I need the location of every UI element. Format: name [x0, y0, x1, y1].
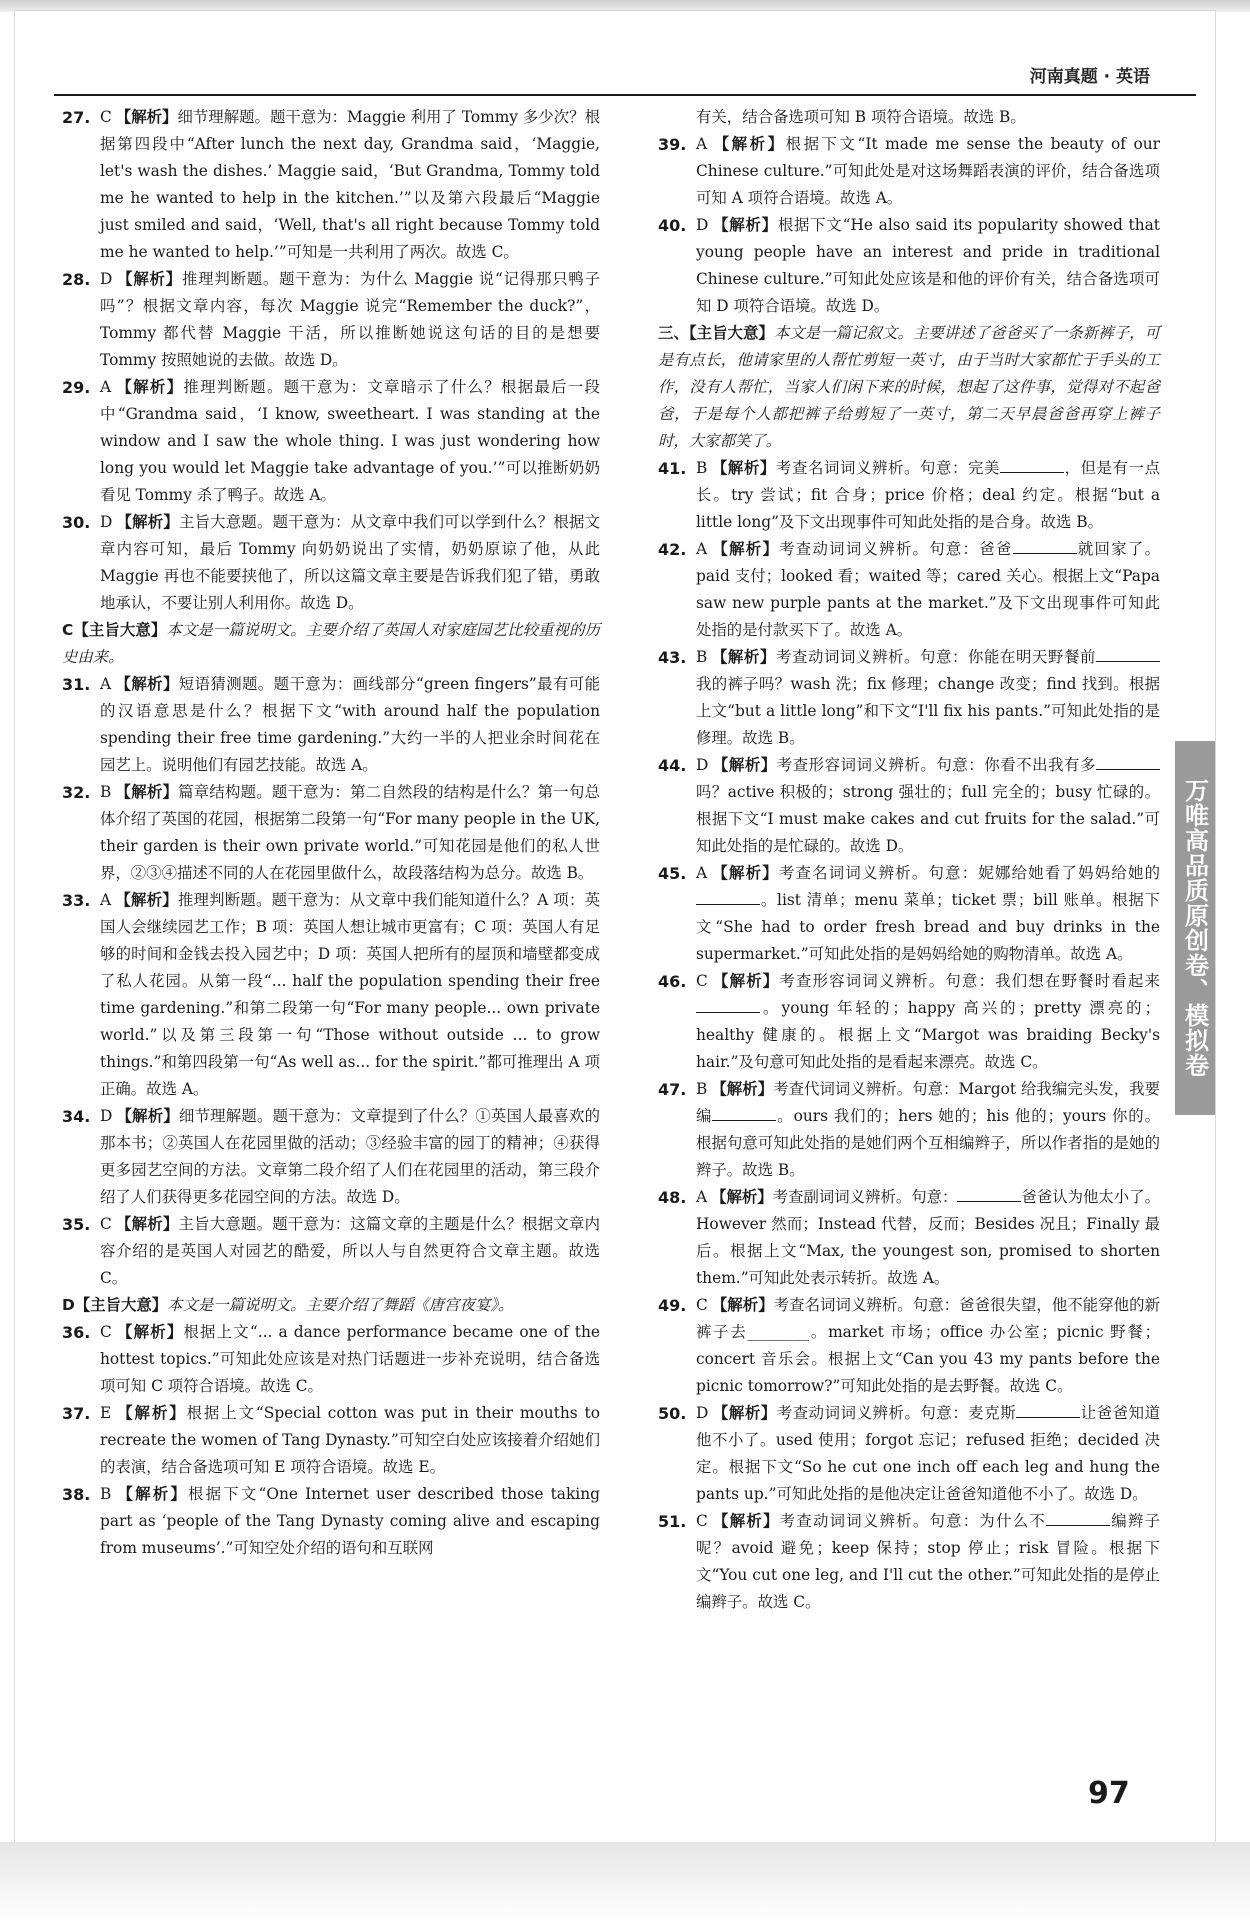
answer-letter: B [100, 783, 112, 801]
analysis-text: 让爸爸知道他不小了。used 使用；forgot 忘记；refused 拒绝；decided 决定。根据下文“So he cut one inch off each leg and hung the pants up.”可知此处指的是他决定让爸爸知道他不小了。故选 D。 [696, 1404, 1160, 1503]
fill-blank [1046, 1509, 1110, 1526]
answer-item [62, 1211, 600, 1292]
question-number: 44. [658, 756, 687, 775]
analysis-tag: 【解析】 [711, 459, 776, 477]
passage-summary [658, 320, 1160, 455]
question-number: 46. [658, 972, 687, 991]
answer-item [62, 671, 600, 779]
analysis-tag: 【解析】 [711, 864, 779, 882]
answer-item [658, 752, 1160, 860]
analysis-text: 。young 年轻的；happy 高兴的；pretty 漂亮的；healthy 健康的。根据上文“Margot was braiding Becky's hair.”及句意可知此处指的是看起来漂亮。故选 C。 [696, 999, 1160, 1071]
answer-letter: E [100, 1404, 112, 1422]
fill-blank [1016, 1401, 1080, 1418]
left-column [62, 104, 600, 1562]
analysis-text: 根据上文“Special cotton was put in their mouths to recreate the women of Tang Dynasty.”可知空白处应该接着介绍她们的表演，结合备选项可知 E 项符合语境。故选 E。 [100, 1404, 600, 1476]
analysis-tag: 【解析】 [116, 513, 179, 531]
analysis-tag: 【解析】 [711, 135, 786, 153]
fill-blank [696, 996, 760, 1013]
answer-item [658, 455, 1160, 536]
question-number: 48. [658, 1188, 687, 1207]
analysis-text: 细节理解题。题干意为：文章提到了什么？①英国人最喜欢的那本书；②英国人在花园里做的活动；③经验丰富的园丁的精神；④获得更多园艺空间的方法。文章第二段介绍了人们在花园里的活动，第三段介绍了人们获得更多花园空间的方法。故选 D。 [100, 1107, 600, 1206]
analysis-tag: 【解析】 [115, 1485, 188, 1503]
summary-title: C【主旨大意】 [62, 621, 167, 639]
analysis-text-before-blank: 考查动词词义辨析。句意：你能在明天野餐前 [775, 648, 1096, 666]
analysis-tag: 【解析】 [711, 540, 780, 558]
question-number: 36. [62, 1323, 91, 1342]
question-number: 29. [62, 378, 91, 397]
question-number: 43. [658, 648, 687, 667]
answer-item [658, 1184, 1160, 1292]
answer-letter: D [696, 1404, 709, 1422]
answer-item [62, 1400, 600, 1481]
fill-blank [1096, 645, 1160, 662]
answer-letter: A [100, 675, 112, 693]
question-number: 28. [62, 270, 91, 289]
analysis-tag: 【解析】 [712, 756, 777, 774]
question-number: 50. [658, 1404, 687, 1423]
answer-item [658, 1292, 1160, 1400]
answer-letter: A [100, 891, 112, 909]
analysis-text: 根据下文“One Internet user described those taking part as ‘people of the Tang Dynasty coming alive and escaping from museums’.”可知空处介绍的语句和互联网 [100, 1485, 600, 1557]
analysis-text: 短语猜测题。题干意为：画线部分“green fingers”最有可能的汉语意思是什么？根据下文“with around half the population spending their free time gardening.”大约一半的人把业余时间花在园艺上。说明他们有园艺技能。故选 A。 [100, 675, 600, 774]
analysis-text: 篇章结构题。题干意为：第二自然段的结构是什么？第一句总体介绍了英国的花园，根据第二段第一句“For many people in the UK, their garden is their own private world.”可知花园是他们的私人世界，②③④描述不同的人在花园里做什么，故段落结构为总分。故选 B。 [100, 783, 600, 882]
answer-item [658, 1400, 1160, 1508]
question-number: 39. [658, 135, 687, 154]
fill-blank [1013, 537, 1077, 554]
analysis-tag: 【解析】 [115, 1215, 179, 1233]
question-number: 34. [62, 1107, 91, 1126]
question-number: 30. [62, 513, 91, 532]
analysis-text: 根据上文“... a dance performance became one of the hottest topics.”可知此处应该是对热门话题进一步补充说明，结合备选项可知 C 项符合语境。故选 C。 [100, 1323, 600, 1395]
question-number: 31. [62, 675, 91, 694]
answer-letter: A [696, 1188, 708, 1206]
answer-letter: C [100, 108, 112, 126]
analysis-text: 吗？active 积极的；strong 强壮的；full 完全的；busy 忙碌的。根据下文“I must make cakes and cut fruits for the salad.”可知此处指的是忙碌的。故选 D。 [696, 783, 1160, 855]
page-number: 97 [1088, 1776, 1130, 1811]
analysis-text: 考查名词词义辨析。句意：爸爸很失望，他不能穿他的新裤子去________。market 市场；office 办公室；picnic 野餐；concert 音乐会。根据上文“Can you 43 my pants before the picnic tomorrow?”可知此处指的是去野餐。故选 C。 [696, 1296, 1160, 1395]
answer-item [658, 212, 1160, 320]
answer-letter: D [100, 270, 113, 288]
analysis-tag: 【解析】 [115, 783, 179, 801]
answer-letter: B [100, 1485, 112, 1503]
answer-item [658, 644, 1160, 752]
answer-letter: C [100, 1323, 112, 1341]
answer-letter: C [696, 1512, 708, 1530]
answer-item [658, 1508, 1160, 1616]
analysis-text: ，但是有一点长。try 尝试；fit 合身；price 价格；deal 约定。根据“but a little long”及下文出现事件可知此处指的是合身。故选 B。 [696, 459, 1160, 531]
question-number: 37. [62, 1404, 91, 1423]
answer-item [62, 887, 600, 1103]
question-number: 42. [658, 540, 687, 559]
analysis-text: 推理判断题。题干意为：从文章中我们能知道什么？A 项：英国人会继续园艺工作；B 项：英国人想让城市更富有；C 项：英国人有足够的时间和金钱去投入园艺中；D 项：英国人把所有的屋顶和墙壁都变成了私人花园。从第一段“... half the population spending their free time gardening.”和第二段第一句“For many people... own private world.”以及第三段第一句“Those without outside ... to grow things.”和第四段第一句“As well as... for the spirit.”都可推理出 A 项正确。故选 A。 [100, 891, 600, 1098]
answer-item [658, 131, 1160, 212]
answer-letter: D [100, 1107, 113, 1125]
analysis-text-before-blank: 考查名词词义辨析。句意：妮娜给她看了妈妈给她的 [778, 864, 1160, 882]
analysis-text: 根据下文“It made me sense the beauty of our Chinese culture.”可知此处是对这场舞蹈表演的评价，结合备选项可知 A 项符合语境。故选 A。 [696, 135, 1160, 207]
analysis-text-before-blank: 考查副词词义辨析。句意： [772, 1188, 958, 1206]
analysis-tag: 【解析】 [711, 1296, 774, 1314]
analysis-text: 根据下文“He also said its popularity showed that young people have an interest and pride in traditional Chinese culture.”可知此处应该是和他的评价有关，结合备选项可知 D 项符合语境。故选 D。 [696, 216, 1160, 315]
answer-letter: D [696, 756, 709, 774]
summary-text: 本文是一篇说明文。主要介绍了舞蹈《唐宫夜宴》。 [167, 1296, 514, 1314]
summary-text: 本文是一篇记叙文。主要讲述了爸爸买了一条新裤子，可是有点长，他请家里的人帮忙剪短一英寸，由于当时大家都忙于手头的工作，没有人帮忙，当家人们闲下来的时候，想起了这件事，觉得对不起爸爸，于是每个人都把裤子给剪短了一英寸，第二天早晨爸爸再穿上裤子时，大家都笑了。 [658, 324, 1160, 450]
fill-blank [957, 1185, 1021, 1202]
answer-item [62, 1481, 600, 1562]
answer-item [62, 266, 600, 374]
analysis-text-before-blank: 考查动词词义辨析。句意：为什么不 [779, 1512, 1047, 1530]
answer-item [62, 1103, 600, 1211]
question-number: 40. [658, 216, 687, 235]
fill-blank [1000, 456, 1064, 473]
answer-letter: D [100, 513, 113, 531]
analysis-text: 推理判断题。题干意为：为什么 Maggie 说“记得那只鸭子吗”？根据文章内容，每次 Maggie 说完“Remember the duck?”，Tommy 都代替 Maggie 干活，所以推断她说这句话的目的是想要 Tommy 按照她说的去做。故选 D。 [100, 270, 600, 369]
question-number: 51. [658, 1512, 687, 1531]
answer-item [62, 1319, 600, 1400]
analysis-tag: 【解析】 [116, 1107, 179, 1125]
bottom-edge-strip [0, 1842, 1250, 1921]
analysis-text: 爸爸认为他太小了。However 然而；Instead 代替，反而；Besides 况且；Finally 最后。根据上文“Max, the youngest son, promised to shorten them.”可知此处表示转折。故选 A。 [696, 1188, 1160, 1287]
analysis-tag: 【解析】 [711, 972, 780, 990]
summary-title: 三、【主旨大意】 [658, 324, 774, 342]
analysis-text-before-blank: 考查形容词词义辨析。句意：我们想在野餐时看起来 [779, 972, 1160, 990]
continued-text: 有关，结合备选项可知 B 项符合语境。故选 B。 [696, 108, 1026, 126]
analysis-tag: 【解析】 [711, 648, 776, 666]
answer-item [658, 968, 1160, 1076]
analysis-tag: 【解析】 [115, 891, 178, 909]
question-number: 47. [658, 1080, 687, 1099]
question-number: 33. [62, 891, 91, 910]
analysis-tag: 【解析】 [115, 1404, 187, 1422]
analysis-text: 推理判断题。题干意为：文章暗示了什么？根据最后一段中“Grandma said，‘I know, sweetheart. I was standing at the window and I saw the whole thing. I was just wondering how long you would let Maggie take advantage of you.’”可以推断奶奶看见 Tommy 杀了鸭子。故选 A。 [100, 378, 600, 504]
analysis-text-before-blank: 考查动词词义辨析。句意：爸爸 [779, 540, 1013, 558]
analysis-text-before-blank: 考查代词词义辨析。句意：Margot 给我编完头发，我要编 [696, 1080, 1160, 1125]
answer-letter: B [696, 1080, 708, 1098]
header-rule [54, 94, 1196, 96]
summary-title: D【主旨大意】 [62, 1296, 168, 1314]
analysis-text: 就回家了。paid 支付；looked 看；waited 等；cared 关心。根据上文“Papa saw new purple pants at the market.”及下文出现事件可知此处指的是付款买下了。故选 A。 [696, 540, 1160, 639]
answer-item [658, 1076, 1160, 1184]
analysis-tag: 【解析】 [115, 108, 178, 126]
question-number: 32. [62, 783, 91, 802]
analysis-tag: 【解析】 [115, 1323, 184, 1341]
passage-summary [62, 617, 600, 671]
answer-item [62, 509, 600, 617]
answer-letter: C [100, 1215, 112, 1233]
analysis-text: 主旨大意题。题干意为：从文章中我们可以学到什么？根据文章内容可知，最后 Tommy 向奶奶说出了实情，奶奶原谅了他，从此 Maggie 再也不能要挟他了，所以这篇文章主要是告诉我们犯了错，勇敢地承认，不要让别人利用你。故选 D。 [100, 513, 600, 612]
question-number: 45. [658, 864, 687, 883]
analysis-text-before-blank: 考查形容词词义辨析。句意：你看不出我有多 [776, 756, 1096, 774]
answer-letter: C [696, 1296, 708, 1314]
passage-summary [62, 1292, 600, 1319]
analysis-text: 主旨大意题。题干意为：这篇文章的主题是什么？根据文章内容介绍的是英国人对园艺的酷爱，所以人与自然更符合文章主题。故选 C。 [100, 1215, 600, 1287]
page-header: 河南真题 · 英语 [1029, 67, 1150, 87]
answer-letter: B [696, 459, 708, 477]
answer-letter: A [696, 864, 708, 882]
analysis-tag: 【解析】 [712, 216, 778, 234]
analysis-text: 。list 清单；menu 菜单；ticket 票；bill 账单。根据下文“She had to order fresh bread and buy drinks in the supermarket.”可知此处指的是妈妈给她的购物清单。故选 A。 [696, 891, 1160, 963]
answer-item [658, 536, 1160, 644]
answer-item [62, 779, 600, 887]
analysis-tag: 【解析】 [711, 1512, 780, 1530]
answer-letter: A [696, 135, 708, 153]
analysis-tag: 【解析】 [712, 1404, 777, 1422]
answer-letter: D [696, 216, 709, 234]
answer-item [62, 104, 600, 266]
fill-blank [712, 1104, 776, 1121]
answer-letter: C [696, 972, 708, 990]
side-tab-label: 万唯高品质原创卷、模拟卷 [1175, 741, 1215, 1115]
analysis-tag: 【解析】 [711, 1080, 774, 1098]
analysis-text: 。ours 我们的；hers 她的；his 他的；yours 你的。根据句意可知此处指的是她们两个互相编辫子，所以作者指的是她的辫子。故选 B。 [696, 1107, 1160, 1179]
fill-blank [1096, 753, 1160, 770]
answer-letter: A [100, 378, 112, 396]
analysis-text: 细节理解题。题干意为：Maggie 利用了 Tommy 多少次？根据第四段中“After lunch the next day, Grandma said，‘Maggie, let's wash the dishes.’ Maggie said，‘But Grandma, Tommy told me he wanted to help in the kitchen.’”以及第六段最后“Maggie just smiled and said，‘Well, that's all right because Tommy told me he wanted to help.’”可知是一共利用了两次。故选 C。 [100, 108, 600, 261]
analysis-tag: 【解析】 [115, 378, 184, 396]
fill-blank [696, 888, 760, 905]
analysis-text-before-blank: 考查动词词义辨析。句意：麦克斯 [776, 1404, 1017, 1422]
right-column [658, 104, 1160, 1616]
analysis-text-before-blank: 考查名词词义辨析。句意：完美 [775, 459, 1000, 477]
question-number: 49. [658, 1296, 687, 1315]
answer-item [62, 374, 600, 509]
answer-letter: B [696, 648, 708, 666]
analysis-text: 我的裤子吗？wash 洗；fix 修理；change 改变；find 找到。根据上文“but a little long”和下文“I'll fix his pants.”可知此处指的是修理。故选 B。 [696, 675, 1160, 747]
analysis-tag: 【解析】 [711, 1188, 773, 1206]
question-number: 41. [658, 459, 687, 478]
answer-letter: A [696, 540, 708, 558]
analysis-text: 编辫子呢？avoid 避免；keep 保持；stop 停止；risk 冒险。根据下文“You cut one leg, and I'll cut the other.”可知此处指的是停止编辫子。故选 C。 [696, 1512, 1160, 1611]
analysis-tag: 【解析】 [115, 675, 179, 693]
question-number: 27. [62, 108, 91, 127]
summary-text: 本文是一篇说明文。主要介绍了英国人对家庭园艺比较重视的历史由来。 [62, 621, 600, 666]
analysis-tag: 【解析】 [116, 270, 182, 288]
answer-item [658, 860, 1160, 968]
question-number: 35. [62, 1215, 91, 1234]
question-number: 38. [62, 1485, 91, 1504]
